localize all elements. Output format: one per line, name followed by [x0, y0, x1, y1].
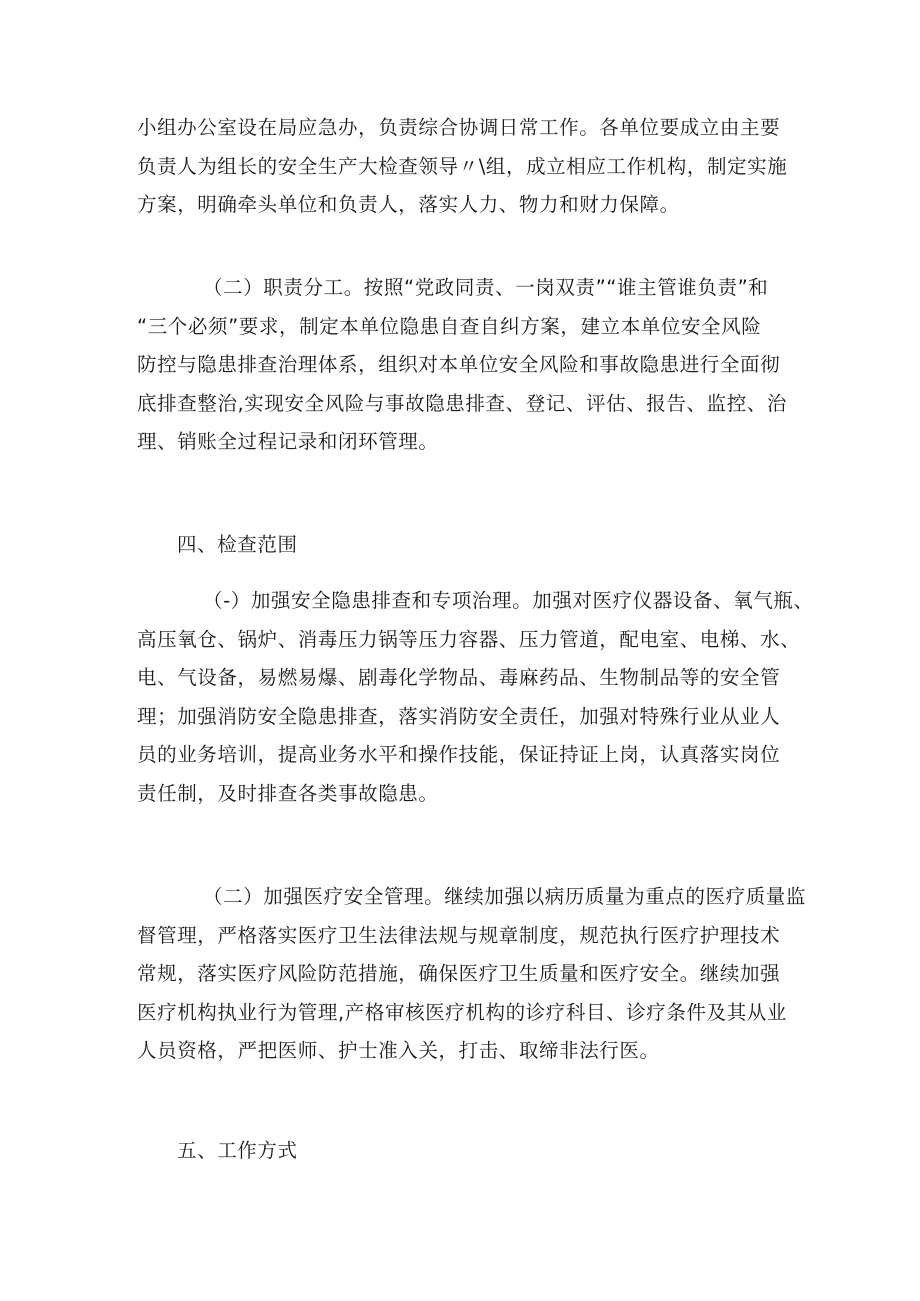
text-line: 电、气设备，易燃易爆、剧毒化学物品、毒麻药品、生物制品等的安全管	[137, 666, 781, 689]
text-line: （二）加强医疗安全管理。继续加强以病历质量为重点的医疗质量监	[203, 885, 807, 908]
paragraph-hazard	[137, 582, 814, 813]
text-line: 理、销账全过程记录和闭环管理。	[137, 430, 439, 453]
text-line: 负责人为组长的安全生产大检查领导〃\组，成立相应工作机构，制定实施	[137, 154, 788, 178]
text-line: 督管理，严格落实医疗卫生法律法规与规章制度，规范执行医疗护理技术	[137, 923, 781, 947]
text-line: 防控与隐患排查治理体系，组织对本单位安全风险和事故隐患进行全面彻	[137, 353, 781, 376]
text-line: 理；加强消防安全隐患排查，落实消防安全责任，加强对特殊行业从业人	[137, 704, 781, 728]
paragraph-duty	[137, 269, 797, 462]
text-line: 医疗机构执业行为管理,产格审核医疗机构的诊疗科目、诊疗条件及其从业	[137, 1000, 787, 1024]
section-heading-method	[137, 1132, 797, 1171]
text-line: 方案，明确牵头单位和负责人，落实人力、物力和财力保障。	[137, 193, 680, 216]
text-line: （-）加强安全隐患排查和专项治理。加强对医疗仪器设备、氧气瓶、	[203, 589, 814, 612]
paragraph-medical	[137, 878, 807, 1071]
heading-text: 五、工作方式	[177, 1139, 298, 1162]
heading-text: 四、检查范围	[177, 533, 298, 556]
text-line: “三个必须”要求，制定本单位隐患自查自纠方案，建立本单位安全风险	[137, 314, 762, 338]
section-heading-scope	[137, 526, 797, 565]
text-line: 常规，落实医疗风险防范措施，确保医疗卫生质量和医疗安全。继续加强	[137, 962, 781, 985]
text-line: 人员资格，严把医师、护士准入关，打击、取缔非法行医。	[137, 1039, 660, 1062]
text-line: 小组办公室设在局应急办，负责综合协调日常工作。各单位要成立由主要	[137, 116, 781, 139]
paragraph-office	[137, 109, 797, 225]
text-line: （二）职责分工。按照“党政同责、一岗双责”“谁主管谁负责”和	[203, 276, 769, 299]
text-line: 责任制，及时排查各类事故隐患。	[137, 781, 439, 805]
text-line: 员的业务培训，提高业务水平和操作技能，保证持证上岗，认真落实岗位	[137, 743, 781, 766]
text-line: 高压氧仓、锅炉、消毒压力锅等压力容器、压力管道，配电室、电梯、水、	[137, 627, 801, 651]
text-line: 底排查整治,实现安全风险与事故隐患排查、登记、评估、报告、监控、治	[137, 391, 787, 415]
